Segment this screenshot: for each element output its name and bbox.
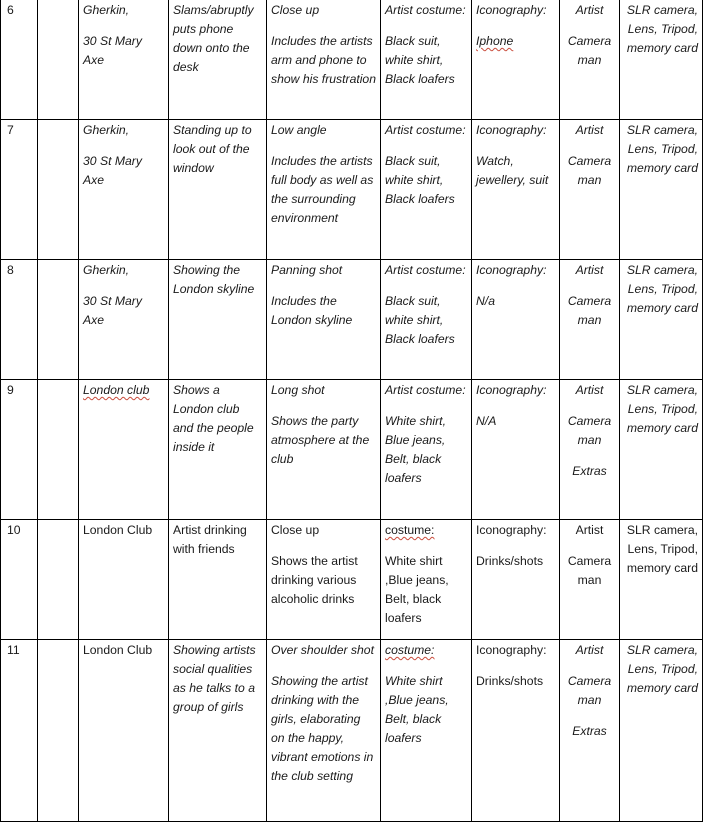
shot-detail: Shows the party atmosphere at the club: [271, 414, 370, 466]
iconography-heading: Iconography:: [476, 383, 547, 397]
iconography-items: Watch, jewellery, suit: [476, 154, 549, 187]
location-cell: [79, 0, 169, 120]
location-cell: [79, 120, 169, 260]
costume-list: White shirt, Blue jeans, Belt, black loafers: [385, 414, 446, 485]
table-row: [1, 120, 703, 260]
costume-cell: [381, 640, 472, 822]
cast: Artist: [575, 523, 604, 537]
equipment-cell: [620, 640, 703, 822]
action-cell: [169, 380, 267, 520]
costume-list: Black suit, white shirt, Black loafers: [385, 154, 455, 206]
action: Shows a London club and the people inside it: [173, 383, 254, 454]
action: Artist drinking with friends: [173, 523, 247, 556]
shot-type: Over shoulder shot: [271, 643, 374, 657]
equipment-cell: [620, 0, 703, 120]
address: 30 St Mary Axe: [83, 294, 142, 327]
iconography-heading: Iconography:: [476, 3, 547, 17]
shot-type: Panning shot: [271, 263, 343, 277]
scene-number: 10: [1, 520, 38, 640]
equipment: SLR camera, Lens, Tripod, memory card: [626, 123, 698, 175]
location-cell: [79, 260, 169, 380]
shot-type: Low angle: [271, 123, 327, 137]
iconography-cell: [472, 380, 560, 520]
iconography-cell: [472, 260, 560, 380]
iconography-heading: Iconography:: [476, 263, 547, 277]
cast-cell: [560, 520, 620, 640]
iconography-cell: [472, 120, 560, 260]
table-row: [1, 0, 703, 120]
location-cell: [79, 640, 169, 822]
table-row: [1, 260, 703, 380]
shot-cell: [267, 640, 381, 822]
iconography-cell: [472, 640, 560, 822]
costume-heading: Artist costume:: [385, 3, 466, 17]
costume-cell: [381, 120, 472, 260]
iconography-items: Drinks/shots: [476, 554, 544, 568]
costume-heading: costume:: [385, 523, 435, 537]
costume-heading: costume:: [385, 643, 435, 657]
thumbnail-cell: [38, 0, 79, 120]
equipment: SLR camera, Lens, Tripod, memory card: [626, 3, 698, 55]
action-cell: [169, 640, 267, 822]
location: London Club: [83, 643, 153, 657]
thumbnail-cell: [38, 640, 79, 822]
costume-list: Black suit, white shirt, Black loafers: [385, 294, 455, 346]
equipment-cell: [620, 260, 703, 380]
equipment: SLR camera, Lens, Tripod, memory card: [626, 523, 698, 575]
table-row: [1, 520, 703, 640]
cast: Artist: [575, 123, 604, 137]
costume-list: White shirt ,Blue jeans, Belt, black loafers: [385, 554, 449, 625]
location: Gherkin,: [83, 123, 130, 137]
cast: Artist: [575, 383, 604, 397]
location: London club: [83, 383, 150, 397]
equipment-cell: [620, 120, 703, 260]
cast: Artist: [575, 643, 604, 657]
extras: Extras: [572, 464, 607, 478]
iconography-cell: [472, 520, 560, 640]
costume-heading: Artist costume:: [385, 123, 466, 137]
shot-cell: [267, 0, 381, 120]
scene-number: 8: [1, 260, 38, 380]
iconography-items: N/a: [476, 294, 495, 308]
action-cell: [169, 0, 267, 120]
thumbnail-cell: [38, 260, 79, 380]
iconography-heading: Iconography:: [476, 523, 547, 537]
crew: Camera man: [567, 34, 612, 67]
location: Gherkin,: [83, 3, 130, 17]
iconography-items: N/A: [476, 414, 497, 428]
shot-type: Long shot: [271, 383, 325, 397]
iconography-items: Drinks/shots: [476, 674, 544, 688]
costume-cell: [381, 0, 472, 120]
costume-cell: [381, 260, 472, 380]
shot-detail: Includes the artists arm and phone to show his frustration: [271, 34, 376, 86]
crew: Camera man: [567, 554, 612, 587]
crew: Camera man: [567, 154, 612, 187]
address: 30 St Mary Axe: [83, 154, 142, 187]
iconography-items: Iphone: [476, 34, 514, 48]
equipment: SLR camera, Lens, Tripod, memory card: [626, 263, 698, 315]
table-row: [1, 380, 703, 520]
action-cell: [169, 260, 267, 380]
cast: Artist: [575, 263, 604, 277]
cast-cell: [560, 120, 620, 260]
address: 30 St Mary Axe: [83, 34, 142, 67]
iconography-cell: [472, 0, 560, 120]
shot-detail: Shows the artist drinking various alcoholic drinks: [271, 554, 358, 606]
cast-cell: [560, 380, 620, 520]
action: Standing up to look out of the window: [173, 123, 252, 175]
shot-cell: [267, 120, 381, 260]
action: Slams/abruptly puts phone down onto the desk: [173, 3, 254, 74]
location: London Club: [83, 523, 153, 537]
iconography-heading: Iconography:: [476, 123, 547, 137]
location-cell: [79, 380, 169, 520]
equipment: SLR camera, Lens, Tripod, memory card: [626, 643, 698, 695]
location: Gherkin,: [83, 263, 130, 277]
iconography-heading: Iconography:: [476, 643, 547, 657]
equipment-cell: [620, 380, 703, 520]
scene-number: 7: [1, 120, 38, 260]
action-cell: [169, 520, 267, 640]
table-row: [1, 640, 703, 822]
shot-cell: [267, 260, 381, 380]
equipment-cell: [620, 520, 703, 640]
shot-cell: [267, 520, 381, 640]
costume-list: Black suit, white shirt, Black loafers: [385, 34, 455, 86]
cast-cell: [560, 260, 620, 380]
costume-list: White shirt ,Blue jeans, Belt, black loafers: [385, 674, 449, 745]
action: Showing artists social qualities as he talks to a group of girls: [173, 643, 256, 714]
thumbnail-cell: [38, 520, 79, 640]
shot-cell: [267, 380, 381, 520]
shot-type: Close up: [271, 523, 320, 537]
thumbnail-cell: [38, 120, 79, 260]
costume-cell: [381, 380, 472, 520]
action-cell: [169, 120, 267, 260]
scene-number: 11: [1, 640, 38, 822]
location-cell: [79, 520, 169, 640]
equipment: SLR camera, Lens, Tripod, memory card: [626, 383, 698, 435]
action: Showing the London skyline: [173, 263, 255, 296]
extras: Extras: [572, 724, 607, 738]
scene-number: 6: [1, 0, 38, 120]
crew: Camera man: [567, 294, 612, 327]
cast-cell: [560, 0, 620, 120]
scene-number: 9: [1, 380, 38, 520]
shot-detail: Includes the London skyline: [271, 294, 353, 327]
cast: Artist: [575, 3, 604, 17]
crew: Camera man: [567, 674, 612, 707]
cast-cell: [560, 640, 620, 822]
shot-detail: Includes the artists full body as well as the surrounding environment: [271, 154, 374, 225]
shot-detail: Showing the artist drinking with the girls, elaborating on the happy, vibrant emotions in the club setting: [271, 674, 374, 783]
costume-heading: Artist costume:: [385, 383, 466, 397]
crew: Camera man: [567, 414, 612, 447]
shot-type: Close up: [271, 3, 320, 17]
thumbnail-cell: [38, 380, 79, 520]
costume-heading: Artist costume:: [385, 263, 466, 277]
costume-cell: [381, 520, 472, 640]
